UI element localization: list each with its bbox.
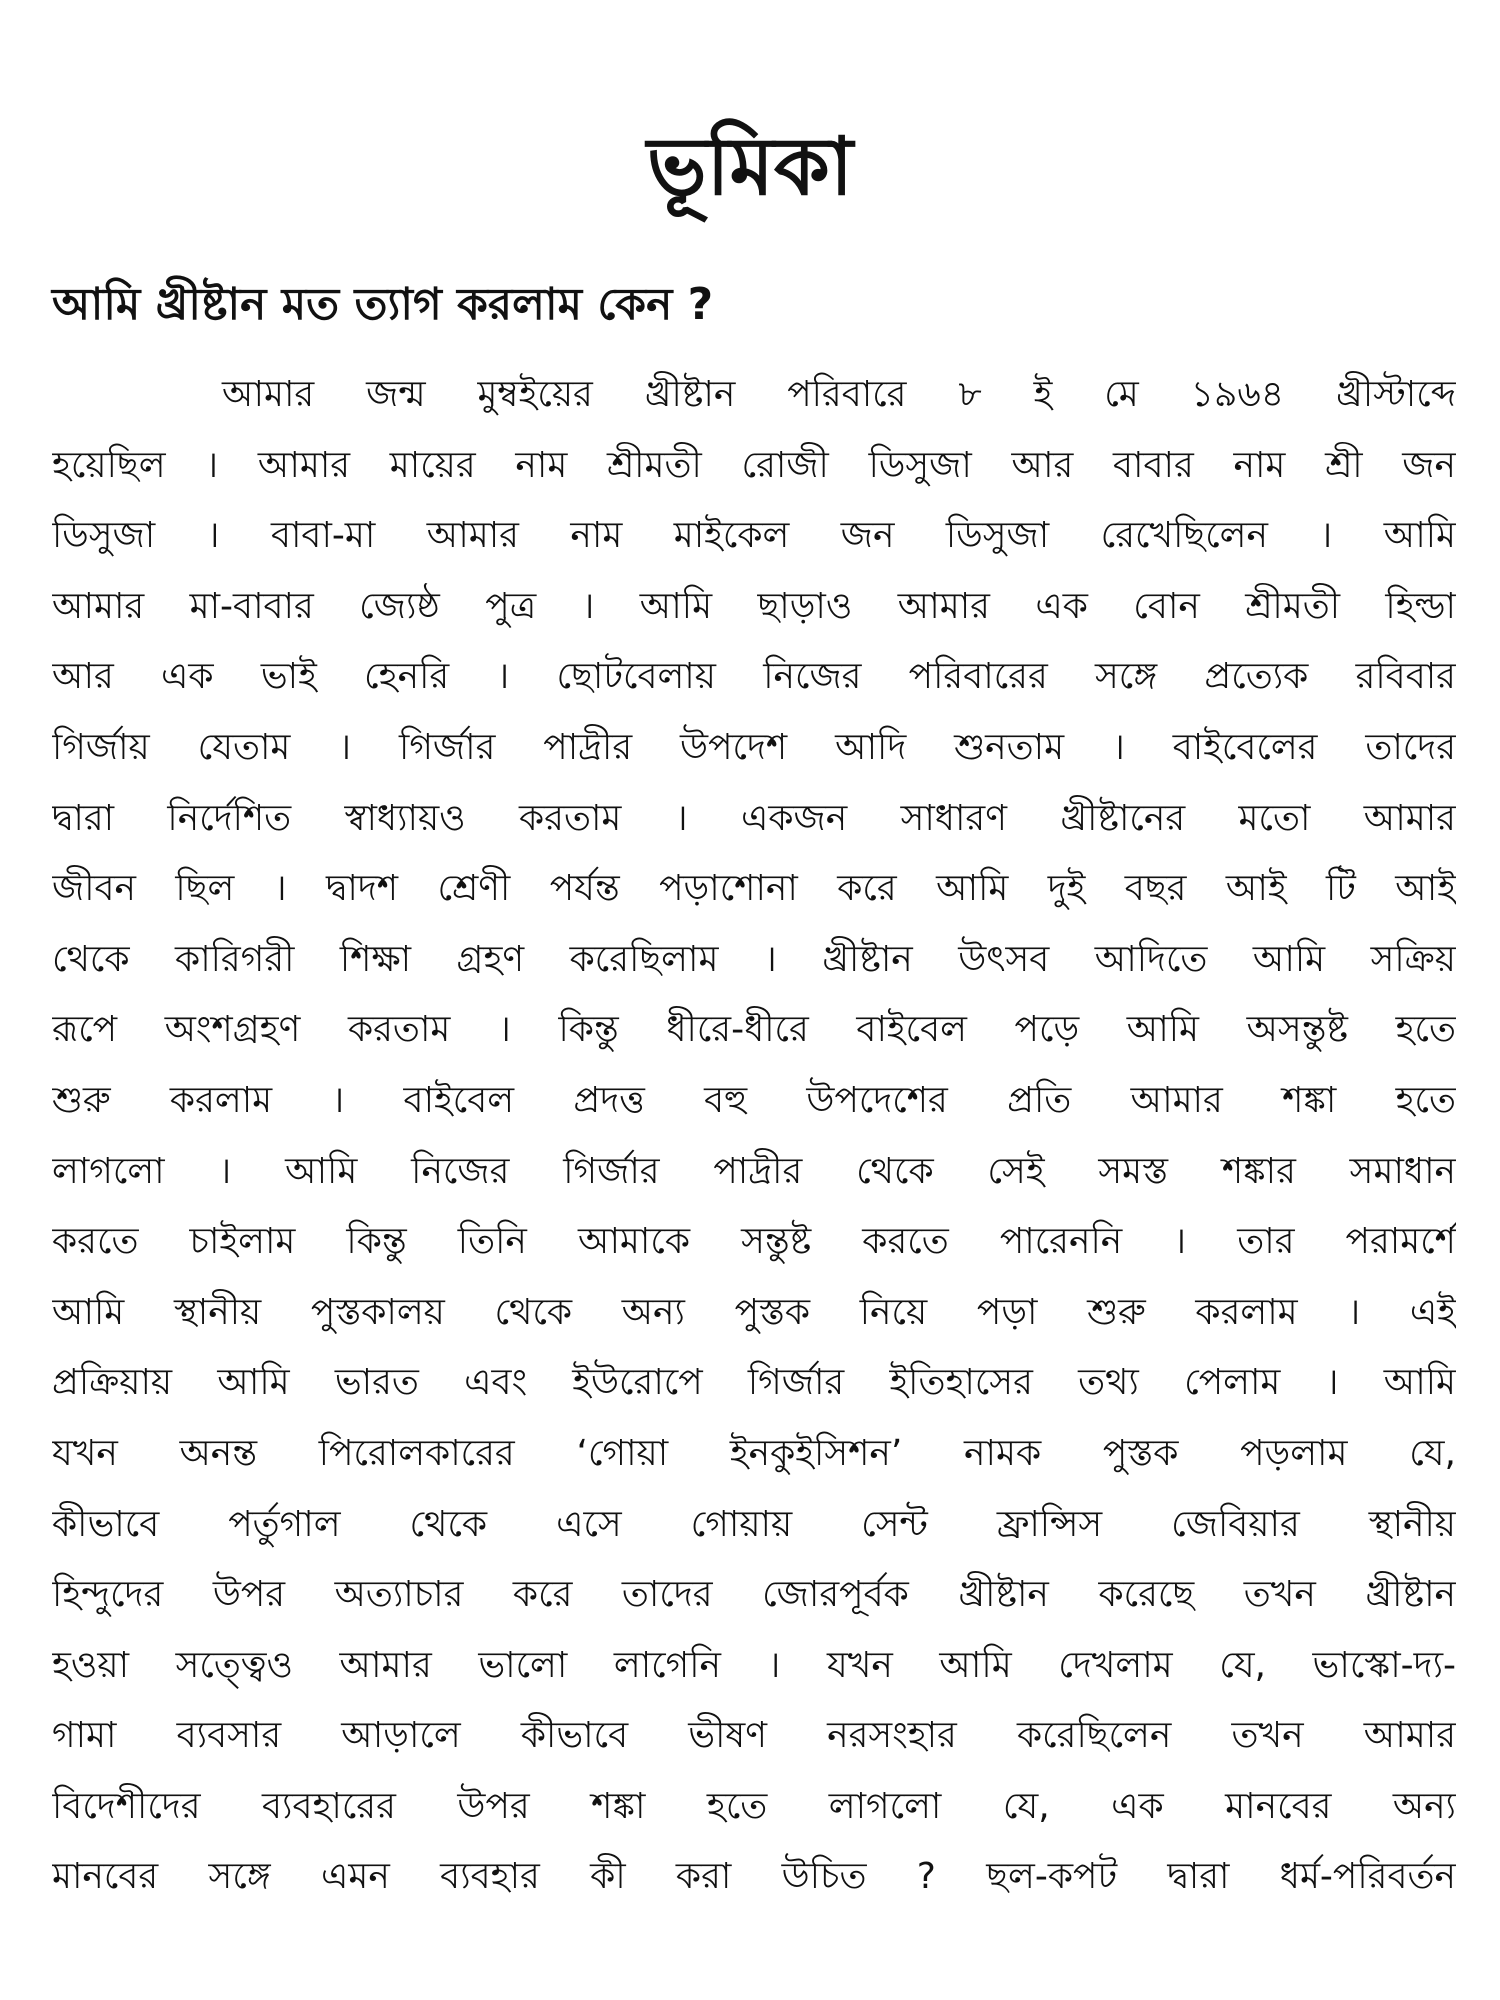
text-line: কীভাবে পর্তুগাল থেকে এসে গোয়ায় সেন্ট ফ্রান্সিস জেবিয়ার স্থানীয় bbox=[52, 1503, 1456, 1545]
text-line: করতে চাইলাম কিন্তু তিনি আমাকে সন্তুষ্ট করতে পারেননি । তার পরামর্শে bbox=[52, 1221, 1456, 1263]
text-line: লাগলো । আমি নিজের গির্জার পাদ্রীর থেকে সেই সমস্ত শঙ্কার সমাধান bbox=[52, 1150, 1456, 1192]
text-line: যখন অনন্ত পিরোলকারের ‘গোয়া ইনকুইসিশন’ নামক পুস্তক পড়লাম যে, bbox=[52, 1432, 1456, 1474]
text-line: জীবন ছিল । দ্বাদশ শ্রেণী পর্যন্ত পড়াশোনা করে আমি দুই বছর আই টি আই bbox=[52, 868, 1456, 910]
text-line: প্রক্রিয়ায় আমি ভারত এবং ইউরোপে গির্জার ইতিহাসের তথ্য পেলাম । আমি bbox=[52, 1362, 1456, 1404]
text-line: হিন্দুদের উপর অত্যাচার করে তাদের জোরপূর্বক খ্রীষ্টান করেছে তখন খ্রীষ্টান bbox=[52, 1574, 1456, 1616]
text-line: হওয়া সত্ত্বেও আমার ভালো লাগেনি । যখন আমি দেখলাম যে, ভাস্কো-দ্য- bbox=[52, 1644, 1456, 1686]
text-line: বিদেশীদের ব্যবহারের উপর শঙ্কা হতে লাগলো যে, এক মানবের অন্য bbox=[52, 1785, 1456, 1827]
text-line: শুরু করলাম । বাইবেল প্রদত্ত বহু উপদেশের প্রতি আমার শঙ্কা হতে bbox=[52, 1079, 1456, 1121]
text-line: আমার জন্ম মুম্বইয়ের খ্রীষ্টান পরিবারে ৮ ই মে ১৯৬৪ খ্রীস্টাব্দে bbox=[222, 374, 1456, 415]
text-line: থেকে কারিগরী শিক্ষা গ্রহণ করেছিলাম । খ্রীষ্টান উৎসব আদিতে আমি সক্রিয় bbox=[52, 938, 1456, 980]
page-title: ভূমিকা bbox=[646, 120, 854, 213]
text-line: গামা ব্যবসার আড়ালে কীভাবে ভীষণ নরসংহার করেছিলেন তখন আমার bbox=[52, 1715, 1456, 1757]
text-line: গির্জায় যেতাম । গির্জার পাদ্রীর উপদেশ আদি শুনতাম । বাইবেলের তাদের bbox=[52, 726, 1456, 768]
text-line: মানবের সঙ্গে এমন ব্যবহার কী করা উচিত ? ছল-কপট দ্বারা ধর্ম-পরিবর্তন bbox=[52, 1856, 1456, 1898]
section-heading: আমি খ্রীষ্টান মত ত্যাগ করলাম কেন ? bbox=[52, 279, 714, 330]
text-line: দ্বারা নির্দেশিত স্বাধ্যায়ও করতাম । একজন সাধারণ খ্রীষ্টানের মতো আমার bbox=[52, 797, 1456, 839]
text-line: রূপে অংশগ্রহণ করতাম । কিন্তু ধীরে-ধীরে বাইবেল পড়ে আমি অসন্তুষ্ট হতে bbox=[52, 1009, 1456, 1051]
text-line: ডিসুজা । বাবা-মা আমার নাম মাইকেল জন ডিসুজা রেখেছিলেন । আমি bbox=[52, 515, 1456, 557]
text-line: হয়েছিল । আমার মায়ের নাম শ্রীমতী রোজী ডিসুজা আর বাবার নাম শ্রী জন bbox=[52, 444, 1456, 486]
text-line: আমার মা-বাবার জ্যেষ্ঠ পুত্র । আমি ছাড়াও আমার এক বোন শ্রীমতী হিল্ডা bbox=[52, 585, 1456, 627]
body-text bbox=[52, 360, 1456, 1913]
text-line: আমি স্থানীয় পুস্তকালয় থেকে অন্য পুস্তক নিয়ে পড়া শুরু করলাম । এই bbox=[52, 1291, 1456, 1333]
text-line: আর এক ভাই হেনরি । ছোটবেলায় নিজের পরিবারের সঙ্গে প্রত্যেক রবিবার bbox=[52, 656, 1456, 698]
